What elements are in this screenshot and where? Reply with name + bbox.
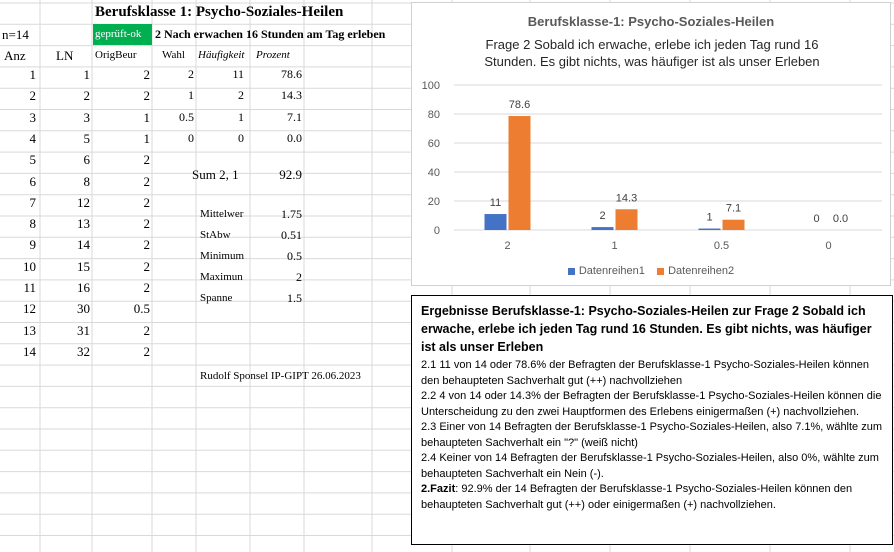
header-anz: Anz [4,48,26,63]
row-anz: 3 [29,109,36,125]
sheet-title: Berufsklasse 1: Psycho-Soziales-Heilen [95,4,344,20]
results-textbox[interactable] [411,295,893,545]
row-ln: 32 [77,343,90,359]
conclusion-label: 2.Fazit [421,483,456,495]
row-anz: 10 [23,258,36,274]
row-prozent: 78.6 [281,67,302,81]
row-origbeur: 2 [143,67,150,82]
row-wahl: 1 [188,88,194,103]
y-tick-label: 60 [427,138,440,150]
row-anz: 8 [29,216,36,232]
row-haeufigkeit: 2 [238,88,244,103]
row-anz: 9 [29,237,36,253]
x-tick-label: 0.5 [713,240,730,252]
stat-value: 0.51 [281,228,302,242]
bar-datenreihen1 [485,214,507,230]
data-label: 7.1 [725,202,742,215]
row-ln: 5 [83,130,90,146]
x-tick-label: 0 [825,240,832,252]
y-tick-label: 100 [421,80,440,92]
chart-area[interactable] [411,2,891,286]
header-prozent: Prozent [256,49,290,61]
row-anz: 12 [23,301,36,317]
row-anz: 5 [29,152,36,168]
row-wahl: 0 [188,130,194,145]
chart-subtitle: Frage 2 Sobald ich erwache, erlebe ich jeden Tag rund 16 Stunden. Es gibt nichts, was häufiger ist als unser Erleben [484,37,820,69]
row-ln: 2 [83,88,90,104]
bar-datenreihen1 [592,227,614,230]
legend-label-series2: Datenreihen2 [668,265,735,277]
x-tick-label: 1 [611,240,618,252]
row-anz: 7 [29,194,36,210]
question-label: 2 Nach erwachen 16 Stunden am Tag erleben [155,27,386,41]
row-origbeur: 2 [143,280,150,295]
results-item-3: 2.3 Einer von 14 Befragten der Berufsklasse-1 Psycho-Soziales-Heilen, also 7.1%, wählte zum behaupteten Sachverhalt ein "?" (weiß nicht) [421,421,883,449]
results-item-4: 2.4 Keiner von 14 Befragten der Berufsklasse-1 Psycho-Soziales-Heilen, also 0%, wählte zum behaupteten Sachverhalt ein Nein (-). [421,452,879,480]
row-origbeur: 2 [143,194,150,210]
row-origbeur: 2 [143,258,150,274]
results-item-2: 2.2 4 von 14 oder 14.3% der Befragten der Berufsklasse-1 Psycho-Soziales-Heilen können die Unterscheidung zu den zwei Hauptformen des Erlebens einigermaßen (+) nachvollziehen. [421,390,882,418]
row-wahl: 0.5 [179,109,194,124]
signature: Rudolf Sponsel IP-GIPT 26.06.2023 [200,370,361,382]
row-anz: 13 [23,322,36,338]
y-tick-label: 80 [427,109,440,121]
row-ln: 16 [77,280,90,295]
data-label: 78.6 [508,99,531,112]
data-label: 0 [813,213,820,225]
row-origbeur: 1 [143,109,150,125]
stat-value: 0.5 [287,249,302,263]
row-anz: 4 [29,130,36,146]
conclusion-text: : 92.9% der 14 Befragten der Berufsklasse-1 Psycho-Soziales-Heilen können den behaupteten Sachverhalt gut (++) oder einigermaßen (+) nachvollziehen. [421,483,853,511]
bar-datenreihen2 [723,220,745,230]
sum-label: Sum 2, 1 [192,167,239,182]
row-ln: 15 [77,258,90,274]
row-origbeur: 0.5 [133,301,150,317]
row-ln: 8 [83,173,90,189]
stat-label: Minimum [200,250,245,262]
data-label: 2 [599,210,606,223]
results-heading: Ergebnisse Berufsklasse-1: Psycho-Soziales-Heilen zur Frage 2 Sobald ich erwache, erlebe ich jeden Tag rund 16 Stunden. Es gibt nichts, was häufiger ist als unser Erleben [421,304,872,354]
results-conclusion [421,482,884,513]
y-tick-label: 0 [433,225,440,237]
chart-title: Berufsklasse-1: Psycho-Soziales-Heilen [527,14,775,29]
row-origbeur: 2 [143,173,150,189]
row-prozent: 14.3 [281,88,302,103]
stat-label: Mittelwer [200,208,244,220]
row-origbeur: 2 [143,322,150,338]
row-haeufigkeit: 0 [238,130,244,145]
row-prozent: 0.0 [287,130,302,145]
bar-datenreihen2 [616,209,638,230]
legend-label-series1: Datenreihen1 [578,265,645,277]
row-prozent: 7.1 [287,109,302,124]
y-tick-label: 40 [427,167,440,179]
stat-label: StAbw [200,229,231,241]
checked-badge: geprüft-ok [93,24,152,45]
stat-label: Maximun [200,271,243,283]
data-label: 1 [706,211,713,224]
header-wahl: Wahl [162,49,185,61]
bar-datenreihen2 [509,116,531,230]
row-anz: 2 [29,88,36,104]
y-tick-label: 20 [427,196,440,208]
x-tick-label: 2 [504,240,511,252]
row-ln: 6 [83,152,90,168]
row-wahl: 2 [188,67,194,81]
bar-chart [412,3,890,285]
legend-swatch-series2 [657,268,664,275]
row-ln: 31 [77,322,90,338]
row-ln: 13 [77,216,90,232]
data-label: 11 [489,197,502,210]
row-origbeur: 2 [143,216,150,232]
header-haeufigkeit: Häufigkeit [198,49,245,61]
data-label: 14.3 [615,192,638,205]
results-item-1: 2.1 11 von 14 oder 78.6% der Befragten der Berufsklasse-1 Psycho-Soziales-Heilen können den behaupteten Sachverhalt gut (++) nachvollziehen [421,359,870,387]
header-origbeur: OrigBeur [95,49,137,61]
row-anz: 1 [29,67,36,82]
chart-legend [412,265,890,277]
row-origbeur: 2 [143,237,150,253]
row-origbeur: 2 [143,152,150,168]
row-ln: 30 [77,301,90,317]
row-haeufigkeit: 1 [238,109,244,124]
stat-value: 2 [296,270,302,284]
stat-value: 1.5 [287,291,302,305]
row-ln: 12 [77,194,90,210]
bar-datenreihen1 [699,229,721,230]
stat-label: Spanne [200,292,233,304]
row-ln: 14 [77,237,90,253]
row-origbeur: 1 [143,130,150,146]
stat-value: 1.75 [281,207,302,221]
header-ln: LN [56,48,74,63]
row-haeufigkeit: 11 [232,67,244,81]
row-origbeur: 2 [143,88,150,104]
sum-value: 92.9 [279,167,302,182]
row-ln: 3 [83,109,90,125]
row-origbeur: 2 [143,343,150,359]
row-anz: 6 [29,173,36,189]
data-label: 0.0 [832,213,849,225]
row-ln: 1 [83,67,90,82]
row-anz: 11 [23,280,36,295]
n-label: n=14 [2,27,29,42]
row-anz: 14 [23,343,36,359]
legend-swatch-series1 [568,268,575,275]
